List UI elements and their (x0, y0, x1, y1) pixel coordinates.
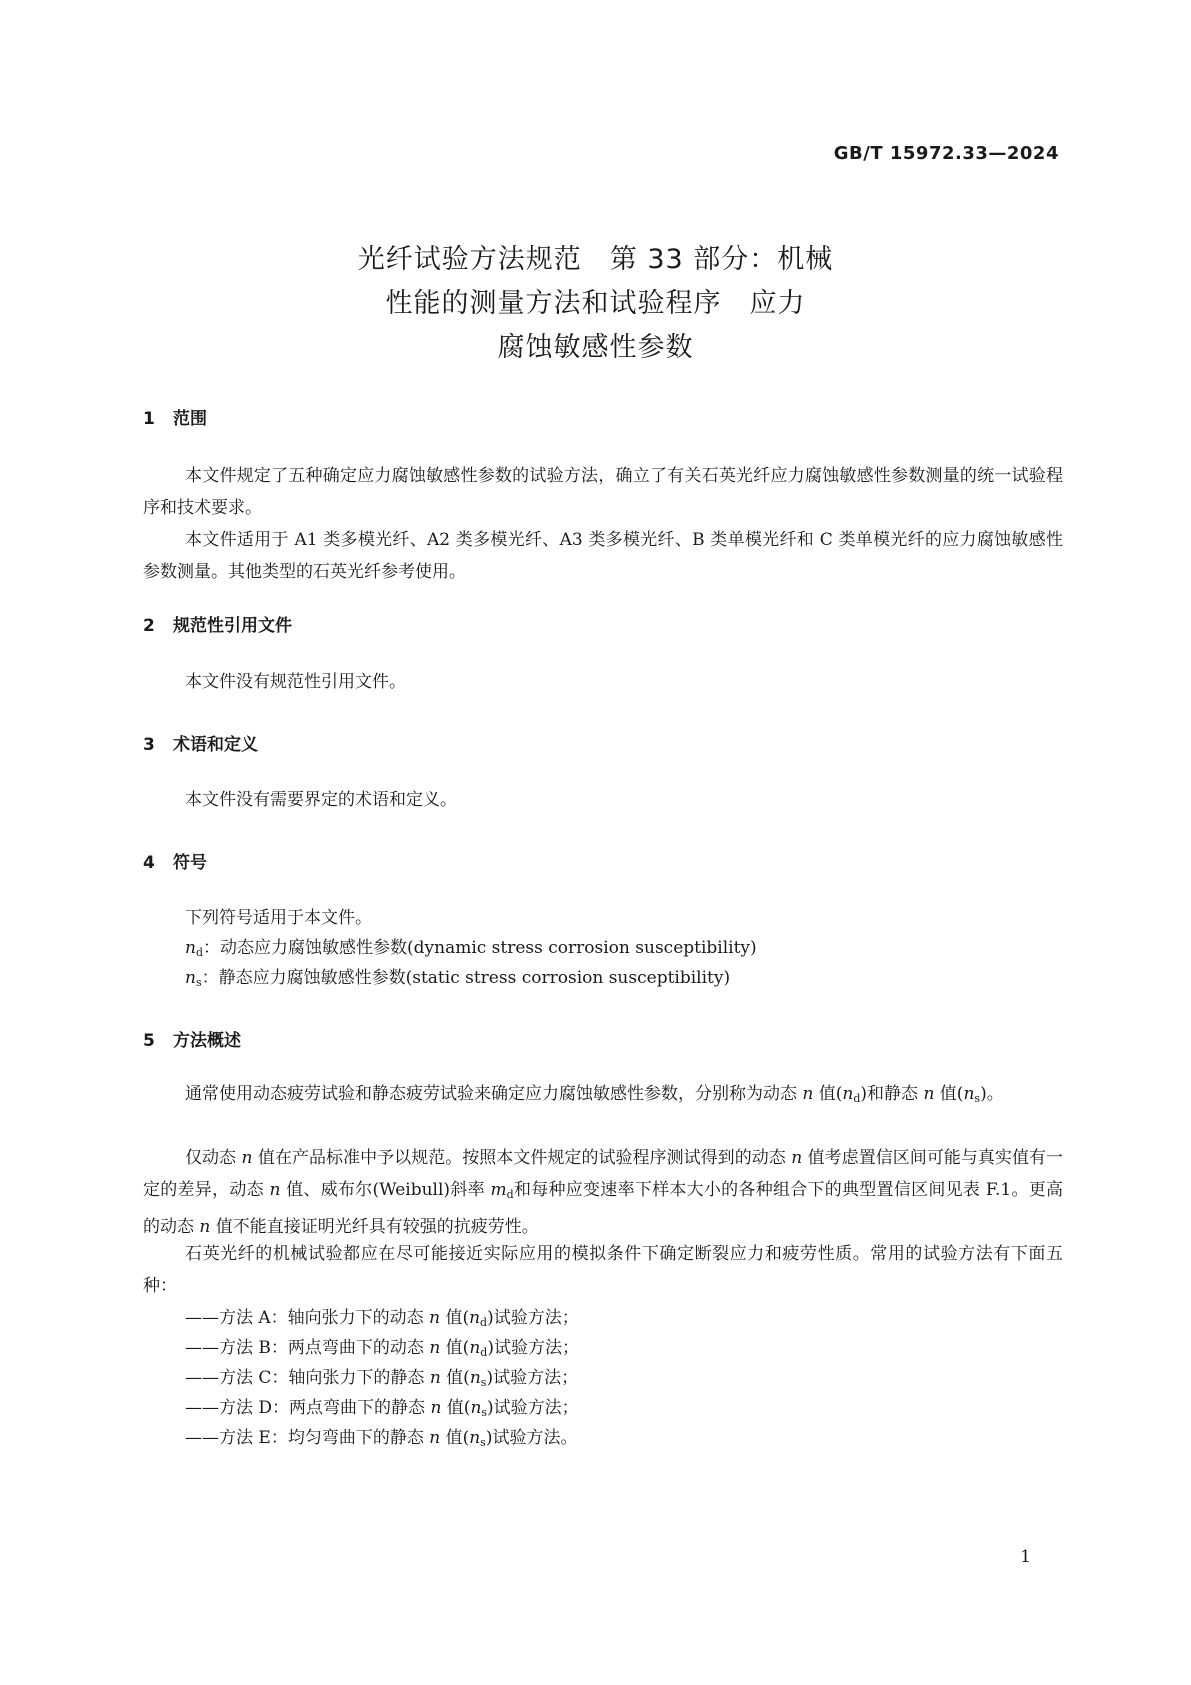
symbol-subscript: d (195, 946, 203, 959)
text-run: 值( (440, 1338, 470, 1358)
text-run: )试验方法。 (485, 1428, 578, 1448)
symbol-variable: n (185, 938, 196, 958)
var-n: n (802, 1084, 814, 1104)
text-run: 值不能直接证明光纤具有较强的抗疲劳性。 (210, 1217, 539, 1237)
section-number: 5 (143, 1031, 155, 1051)
symbol-description: ：动态应力腐蚀敏感性参数(dynamic stress corrosion susceptibility) (203, 938, 757, 958)
section-3-heading (143, 730, 258, 755)
text-run: 值、威布尔(Weibull)斜率 (280, 1180, 491, 1200)
subscript-d: d (506, 1188, 514, 1201)
section-5-paragraph-3: 石英光纤的机械试验都应在尽可能接近实际应用的模拟条件下确定断裂应力和疲劳性质。常用的试验方法有下面五种： (143, 1244, 1063, 1296)
section-number: 3 (143, 735, 155, 755)
var-n: n (469, 1308, 481, 1328)
section-title: 术语和定义 (173, 735, 258, 755)
var-n: n (923, 1084, 935, 1104)
standard-code: GB/T 15972.33—2024 (833, 143, 1059, 164)
section-title: 方法概述 (173, 1031, 241, 1051)
section-title: 符号 (173, 853, 207, 873)
text-run: 通常使用动态疲劳试验和静态疲劳试验来确定应力腐蚀敏感性参数，分别称为动态 (185, 1084, 803, 1104)
section-1-paragraph-2: 本文件适用于 A1 类多模光纤、A2 类多模光纤、A3 类多模光纤、B 类单模光纤和 C 类单模光纤的应力腐蚀敏感性参数测量。其他类型的石英光纤参考使用。 (143, 530, 1063, 582)
text-run: )试验方法； (487, 1398, 579, 1418)
text-run: 和每种应变速率下样本大小的各种组合下的典型置信区间见表 F.1。更高的动态 (143, 1180, 1063, 1237)
var-n: n (470, 1398, 482, 1418)
section-3-paragraph-1: 本文件没有需要界定的术语和定义。 (185, 790, 457, 810)
var-n: n (469, 1368, 481, 1388)
text-run: ——方法 B：两点弯曲下的动态 (185, 1338, 430, 1358)
title-line-2: 性能的测量方法和试验程序 应力 (385, 288, 806, 319)
text-run: )试验方法； (487, 1338, 579, 1358)
var-n: n (269, 1180, 281, 1200)
section-2-heading (143, 611, 292, 636)
var-n: n (241, 1148, 253, 1168)
text-run: )试验方法； (487, 1308, 579, 1328)
subscript: s (480, 1376, 487, 1389)
symbol-description: ：静态应力腐蚀敏感性参数(static stress corrosion susceptibility) (201, 968, 731, 988)
symbol-variable: n (185, 968, 196, 988)
var-n: n (963, 1084, 975, 1104)
subscript: s (481, 1406, 488, 1419)
var-n: n (199, 1217, 211, 1237)
var-n: n (429, 1368, 441, 1388)
title-line-3: 腐蚀敏感性参数 (497, 332, 694, 363)
text-run: ——方法 E：均匀弯曲下的静态 (185, 1428, 430, 1448)
section-5-paragraph-1 (143, 1078, 1063, 1115)
var-n: n (842, 1084, 854, 1104)
text-run: 值( (934, 1084, 964, 1104)
text-run: 值( (441, 1398, 471, 1418)
section-number: 1 (143, 409, 155, 429)
var-n: n (791, 1148, 803, 1168)
section-number: 4 (143, 853, 155, 873)
var-n: n (429, 1338, 441, 1358)
section-5-paragraph-2 (143, 1142, 1063, 1243)
subscript-d: d (853, 1092, 861, 1105)
var-n: n (429, 1308, 441, 1328)
text-run: 值考虑置信区间可能与真实值有一定的差异，动态 (143, 1148, 1064, 1200)
text-run: 值( (813, 1084, 843, 1104)
var-n: n (469, 1428, 481, 1448)
subscript: d (480, 1346, 488, 1359)
page-number: 1 (1020, 1547, 1031, 1567)
text-run: )试验方法； (486, 1368, 579, 1388)
text-run: 值( (440, 1308, 470, 1328)
text-run: 值( (440, 1428, 470, 1448)
method-e (185, 1422, 577, 1459)
var-n: n (430, 1398, 442, 1418)
section-5-heading (143, 1026, 241, 1051)
text-run: )和静态 (860, 1084, 924, 1104)
text-run: ——方法 C：轴向张力下的静态 (185, 1368, 430, 1388)
document-title (0, 238, 1191, 370)
section-1-paragraph-1: 本文件规定了五种确定应力腐蚀敏感性参数的试验方法，确立了有关石英光纤应力腐蚀敏感性参数测量的统一试验程序和技术要求。 (143, 466, 1063, 518)
var-n: n (469, 1338, 481, 1358)
text-run: )。 (980, 1084, 1004, 1104)
section-title: 规范性引用文件 (173, 616, 292, 636)
symbol-subscript: s (195, 976, 202, 989)
text-run: ——方法 A：轴向张力下的动态 (185, 1308, 430, 1328)
text-run: ——方法 D：两点弯曲下的静态 (185, 1398, 431, 1418)
text-run: 值( (440, 1368, 470, 1388)
subscript: d (480, 1316, 488, 1329)
symbol-ns (185, 962, 730, 999)
text-run: 值在产品标准中予以规范。按照本文件规定的试验程序测试得到的动态 (252, 1148, 792, 1168)
text-run: 仅动态 (185, 1148, 242, 1168)
title-line-1: 光纤试验方法规范 第 33 部分：机械 (357, 244, 834, 275)
section-title: 范围 (173, 409, 207, 429)
subscript: s (480, 1436, 486, 1449)
var-n: n (429, 1428, 441, 1448)
section-number: 2 (143, 616, 155, 636)
symbols-intro: 下列符号适用于本文件。 (185, 908, 372, 928)
section-1-heading (143, 404, 207, 429)
section-2-paragraph-1: 本文件没有规范性引用文件。 (185, 672, 406, 692)
var-m: m (490, 1180, 507, 1200)
section-4-heading (143, 848, 207, 873)
subscript-s: s (974, 1092, 981, 1105)
